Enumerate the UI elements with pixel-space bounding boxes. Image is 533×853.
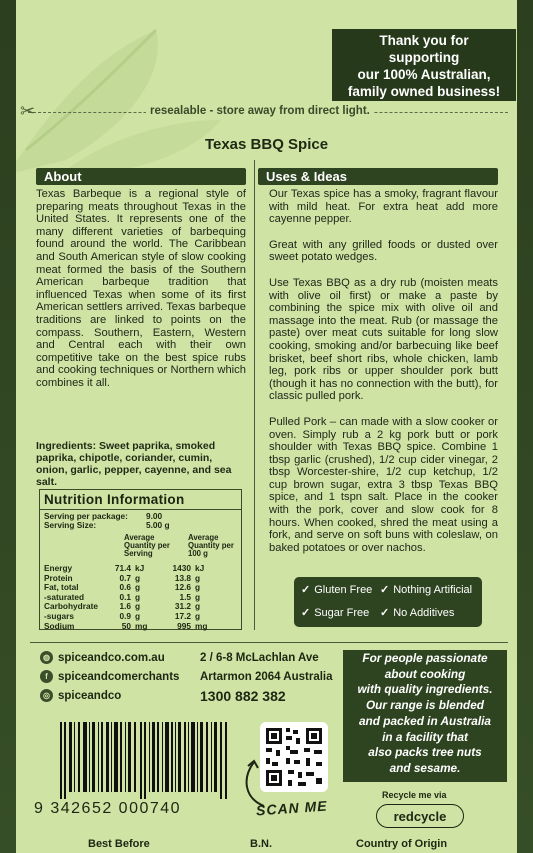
address-line-2: Artarmon 2064 Australia bbox=[200, 671, 333, 683]
right-dark-edge bbox=[517, 0, 533, 853]
col-head-line: Average bbox=[124, 533, 155, 542]
recycle-label: Recycle me via bbox=[382, 790, 447, 800]
per100-unit: g bbox=[195, 582, 201, 593]
serving-unit: g bbox=[135, 591, 141, 602]
per100-unit: g bbox=[195, 591, 201, 602]
per100-value: 31.2 bbox=[174, 601, 191, 612]
thanks-line-2: supporting bbox=[388, 50, 460, 65]
address-line-1: 2 / 6-8 McLachlan Ave bbox=[200, 652, 319, 664]
serving-unit: g bbox=[135, 572, 141, 583]
batch-number-label: B.N. bbox=[250, 838, 272, 850]
col-head-line: 100 g bbox=[188, 549, 208, 558]
nutrition-row bbox=[44, 564, 240, 574]
col-head-line: Quantity per bbox=[124, 541, 170, 550]
servings-label: Serving per package: bbox=[44, 511, 128, 521]
about-heading: About bbox=[36, 168, 246, 185]
col-head-line: Average bbox=[188, 533, 219, 542]
uses-paragraph: Our Texas spice has a smoky, fragrant flavour with mild heat. For extra heat add more cayenne pepper. bbox=[269, 188, 498, 226]
passion-line: also packs tree nuts bbox=[368, 745, 482, 760]
nutrition-table bbox=[44, 564, 240, 631]
check-icon: ✓ bbox=[380, 584, 390, 596]
nutrient-name: -saturated bbox=[44, 591, 85, 602]
nutrition-row bbox=[44, 622, 240, 632]
ingredients: Ingredients: Sweet paprika, smoked paprika, chipotle, coriander, cumin, onion, garlic, pepper, cayenne, and sea salt. bbox=[36, 440, 232, 488]
serving-unit: kJ bbox=[135, 563, 145, 573]
serving-size-value: 5.00 g bbox=[146, 520, 170, 530]
nutrition-panel bbox=[39, 489, 242, 630]
badge-gluten-free bbox=[301, 583, 372, 596]
passion-statement bbox=[343, 650, 507, 782]
globe-icon: ◍ bbox=[40, 651, 53, 664]
badge-no-additives bbox=[380, 606, 454, 619]
serving-unit: mg bbox=[135, 620, 148, 631]
nutrient-name: Fat, total bbox=[44, 582, 79, 593]
thanks-line-3: our 100% Australian, bbox=[357, 67, 491, 82]
package-back bbox=[16, 0, 517, 853]
nutrient-name: Sodium bbox=[44, 620, 75, 631]
nutrient-name: -sugars bbox=[44, 610, 74, 621]
facebook-text: spiceandcomerchants bbox=[58, 670, 180, 683]
redcycle-logo: redcycle bbox=[376, 804, 464, 828]
per100-unit: g bbox=[195, 601, 201, 612]
col-100g-head bbox=[188, 534, 234, 558]
instagram-icon: ◎ bbox=[40, 689, 53, 702]
per100-unit: g bbox=[195, 572, 201, 583]
facebook-link[interactable] bbox=[40, 670, 179, 683]
servings-value: 9.00 bbox=[146, 511, 163, 521]
passion-line: and sesame. bbox=[389, 760, 461, 775]
uses-text bbox=[269, 188, 498, 567]
serving-unit: g bbox=[135, 582, 141, 593]
serving-value: 0.7 bbox=[119, 572, 131, 583]
per100-value: 17.2 bbox=[174, 610, 191, 621]
serving-unit: g bbox=[135, 610, 141, 621]
uses-paragraph: Great with any grilled foods or dusted over sweet potato wedges. bbox=[269, 238, 498, 264]
instagram-text: spiceandco bbox=[58, 689, 122, 702]
nutrition-title: Nutrition Information bbox=[40, 490, 241, 510]
uses-paragraph: Use Texas BBQ as a dry rub (moisten meats with olive oil first) or make a paste by combining the spice mix with olive oil and massage into the meat. Rub (or massage the paste) over meat cuts suitable for long slow cooking, smoking and/or barbecuing like beef brisket, beef short ribs, whole chicken, lamb leg, pork ribs or upper shoulder pork butt (though it has no connection with the butt), for classic pulled pork. bbox=[269, 276, 498, 403]
reseal-note: resealable - store away from direct light. bbox=[146, 105, 374, 117]
about-text: Texas Barbeque is a regional style of preparing meats throughout Texas in the United States. It represents one of the many different varieties of barbequing found around the world. The Caribbean and South American style of slow cooking meat formed the basis of the Southern American barbeque tradition that influenced Texas when some of its first American settlers arrived. Texas barbeque traditions are linked to points on the compass. Southern, Eastern, Western and Central each with their own competitive take on the best spice rubs and cooking techniques or Northern which combines it all. bbox=[36, 188, 246, 389]
thanks-line-4: family owned business! bbox=[347, 84, 501, 99]
check-icon: ✓ bbox=[301, 607, 311, 619]
per100-value: 995 bbox=[177, 620, 191, 631]
serving-value: 0.6 bbox=[119, 582, 131, 593]
uses-heading: Uses & Ideas bbox=[258, 168, 498, 185]
serving-unit: g bbox=[135, 601, 141, 612]
best-before-label: Best Before bbox=[88, 838, 150, 850]
check-icon: ✓ bbox=[301, 584, 311, 596]
serving-value: 50 bbox=[121, 620, 131, 631]
facebook-icon: f bbox=[40, 670, 53, 683]
per100-value: 13.8 bbox=[174, 572, 191, 583]
badge-label: No Additives bbox=[393, 607, 455, 619]
scissors-icon: ✂ bbox=[20, 101, 36, 121]
per100-unit: kJ bbox=[195, 563, 205, 573]
nutrient-name: Protein bbox=[44, 572, 73, 583]
barcode-icon bbox=[60, 722, 230, 799]
claims-badges bbox=[294, 577, 482, 627]
barcode-number: 9 342652 000740 bbox=[34, 800, 182, 817]
badge-label: Gluten Free bbox=[314, 584, 373, 596]
col-head-line: Quantity per bbox=[188, 541, 234, 550]
leaf-watermark-icon bbox=[16, 0, 236, 180]
per100-value: 12.6 bbox=[174, 582, 191, 593]
serving-value: 71.4 bbox=[114, 563, 131, 573]
uses-paragraph: Pulled Pork – can made with a slow cooker or oven. Simply rub a 2 kg pork butt or pork shoulder with Texas BBQ spice. Combine 1 tbsp garlic (crushed), 1/2 cup cider vinegar, 2 tbsp Worcester-shire, 1/2 cup ketchup, 1/2 cup brown sugar, extra 3 tbsp Texas BBQ spice, and 1 tspn salt. Place in the cooker with the pork, cover and slow cook for 8 hours. When cooked, shred the meat using a fork, and serve on soft buns with coleslaw, on baked potatoes or over nachos. bbox=[269, 415, 498, 554]
per100-unit: g bbox=[195, 610, 201, 621]
phone-number: 1300 882 382 bbox=[200, 688, 286, 704]
passion-line: For people passionate bbox=[362, 651, 488, 665]
passion-line: Our range is blended bbox=[366, 698, 484, 713]
country-of-origin-label: Country of Origin bbox=[356, 838, 448, 850]
nutrient-name: Carbohydrate bbox=[44, 601, 98, 612]
serving-value: 0.1 bbox=[119, 591, 131, 602]
left-dark-edge bbox=[0, 0, 16, 853]
per100-unit: mg bbox=[195, 620, 208, 631]
thanks-line-1: Thank you for bbox=[379, 33, 469, 48]
product-title: Texas BBQ Spice bbox=[204, 136, 329, 153]
col-head-line: Serving bbox=[124, 549, 153, 558]
instagram-link[interactable] bbox=[40, 689, 121, 702]
section-divider bbox=[30, 642, 508, 643]
check-icon: ✓ bbox=[380, 607, 390, 619]
scan-me-label: SCAN ME bbox=[255, 797, 329, 819]
passion-line: and packed in Australia bbox=[359, 713, 491, 728]
passion-line: with quality ingredients. bbox=[357, 682, 493, 697]
thank-you-banner bbox=[332, 29, 516, 101]
website-text: spiceandco.com.au bbox=[58, 651, 165, 664]
serving-size-label: Serving Size: bbox=[44, 520, 97, 530]
serving-value: 1.6 bbox=[119, 601, 131, 612]
qr-code-icon[interactable] bbox=[260, 722, 328, 792]
badge-sugar-free bbox=[301, 606, 369, 619]
website-link[interactable] bbox=[40, 651, 165, 664]
badge-label: Nothing Artificial bbox=[393, 584, 473, 596]
column-divider bbox=[254, 160, 255, 630]
per100-value: 1.5 bbox=[179, 591, 191, 602]
col-serving-head bbox=[124, 534, 170, 558]
per100-value: 1430 bbox=[172, 563, 191, 573]
passion-line: about cooking bbox=[384, 666, 466, 681]
nutrient-name: Energy bbox=[44, 563, 73, 573]
badge-label: Sugar Free bbox=[314, 607, 370, 619]
badge-nothing-artificial bbox=[380, 583, 472, 596]
passion-line: in a facility that bbox=[382, 729, 468, 744]
serving-value: 0.9 bbox=[119, 610, 131, 621]
